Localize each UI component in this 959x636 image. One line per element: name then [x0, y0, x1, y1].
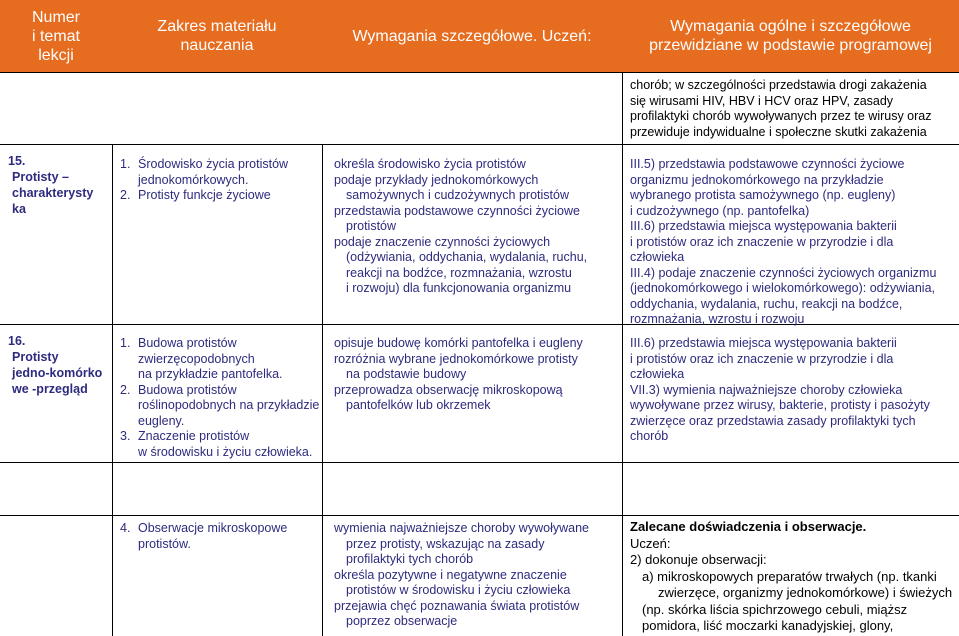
header-general: Wymagania ogólne i szczegółowe przewidziane w podstawie programowej: [649, 18, 932, 54]
header-detailed: Wymagania szczegółowe. Uczeń:: [352, 27, 592, 45]
row-border: [0, 72, 959, 73]
scope-list: [120, 521, 320, 552]
row-border: [0, 515, 959, 516]
section-title: Zalecane doświadczenia i obserwacje.: [630, 519, 867, 534]
list-item: 1. Środowisko życia protistów jednokomórkowych.: [120, 157, 289, 187]
list-item: 3. Znaczenie protistów w środowisku i życiu człowieka.: [120, 429, 313, 459]
general-requirements: III.5) przedstawia podstawowe czynności życiowe organizmu jednokomórkowego na przykładzie wybranego protista samożywnego (np. eugleny) i cudzożywnego (np. pantofelka) III.6) przedstawia miejsca występowania bakterii i protistów oraz ich znaczenie w przyrodzie i dla człowieka III.4) podaje znaczenie czynności życiowych organizmu (jednokomórkowego i wielokomórkowego): odżywiania, oddychania, wydalania, ruchu, reakcji na bodźce, rozmnażania, wzrostu i rozwoju: [630, 157, 937, 326]
list-item: 2. Protisty funkcje życiowe: [120, 188, 271, 202]
col-border: [622, 144, 623, 636]
list-item: 2. Budowa protistów roślinopodobnych na przykładzie eugleny.: [120, 382, 320, 428]
row-border: [0, 462, 959, 463]
header-lesson: Numer i temat lekcji: [31, 8, 80, 64]
scope-list: [120, 157, 320, 204]
row-border: [0, 144, 959, 145]
list-item: 4. Obserwacje mikroskopowe protistów.: [120, 521, 288, 551]
lesson-title: 16. Protisty jedno-komórko we -przegląd: [8, 334, 103, 396]
general-requirements: III.6) przedstawia miejsca występowania bakterii i protistów oraz ich znaczenie w przyrodzie i dla człowieka VII.3) wymienia najważniejsze choroby człowieka wywoływane przez wirusy, bakterie, protisty i pasożyty zwierzęce oraz przedstawia zasady profilaktyki tych chorób: [630, 336, 930, 443]
detailed-requirements: określa środowisko życia protistów podaje przykłady jednokomórkowych samożywnych i cudzożywnych protistów przedstawia podstawowe czynności życiowe protistów podaje znaczenie czynności życiowych (odżywiania, oddychania, wydalania, ruchu, reakcji na bodźce, rozmnażania, wzrostu i rozwoju) dla funkcjonowania organizmu: [334, 157, 588, 295]
scope-list: [120, 336, 320, 460]
header-scope: Zakres materiału nauczania: [157, 18, 277, 54]
col-border: [112, 144, 113, 636]
col-border: [322, 144, 323, 636]
general-requirements: Zalecane doświadczenia i obserwacje. Uczeń: 2) dokonuje obserwacji: a) mikroskopowych preparatów trwałych (np. tkanki zwierzęce, organizmy jednokomórkowe) i świeżych (np. skórka liścia spichrzowego cebuli, miąższ pomidora, liść moczarki kanadyjskiej, glony,: [630, 519, 955, 635]
lesson-title: 15. Protisty – charakterysty ka: [8, 154, 94, 216]
detailed-requirements: opisuje budowę komórki pantofelka i eugleny rozróżnia wybrane jednokomórkowe protisty na podstawie budowy przeprowadza obserwację mikroskopową pantofelków lub okrzemek: [334, 336, 583, 412]
detailed-requirements: wymienia najważniejsze choroby wywoływane przez protisty, wskazując na zasady profilaktyki tych chorób określa pozytywne i negatywne znaczenie protistów w środowisku i życiu człowieka przejawia chęć poznawania świata protistów poprzez obserwacje: [334, 521, 589, 628]
continuation-text: chorób; w szczególności przedstawia drogi zakażenia się wirusami HIV, HBV i HCV oraz HPV, zasady profilaktyki chorób wywoływanych przez te wirusy oraz przewiduje indywidualne i społeczne skutki zakażenia: [630, 78, 932, 139]
table-header: [0, 0, 959, 72]
list-item: 1. Budowa protistów zwierzęcopodobnych na przykładzie pantofelka.: [120, 336, 283, 381]
col-border: [622, 72, 623, 144]
